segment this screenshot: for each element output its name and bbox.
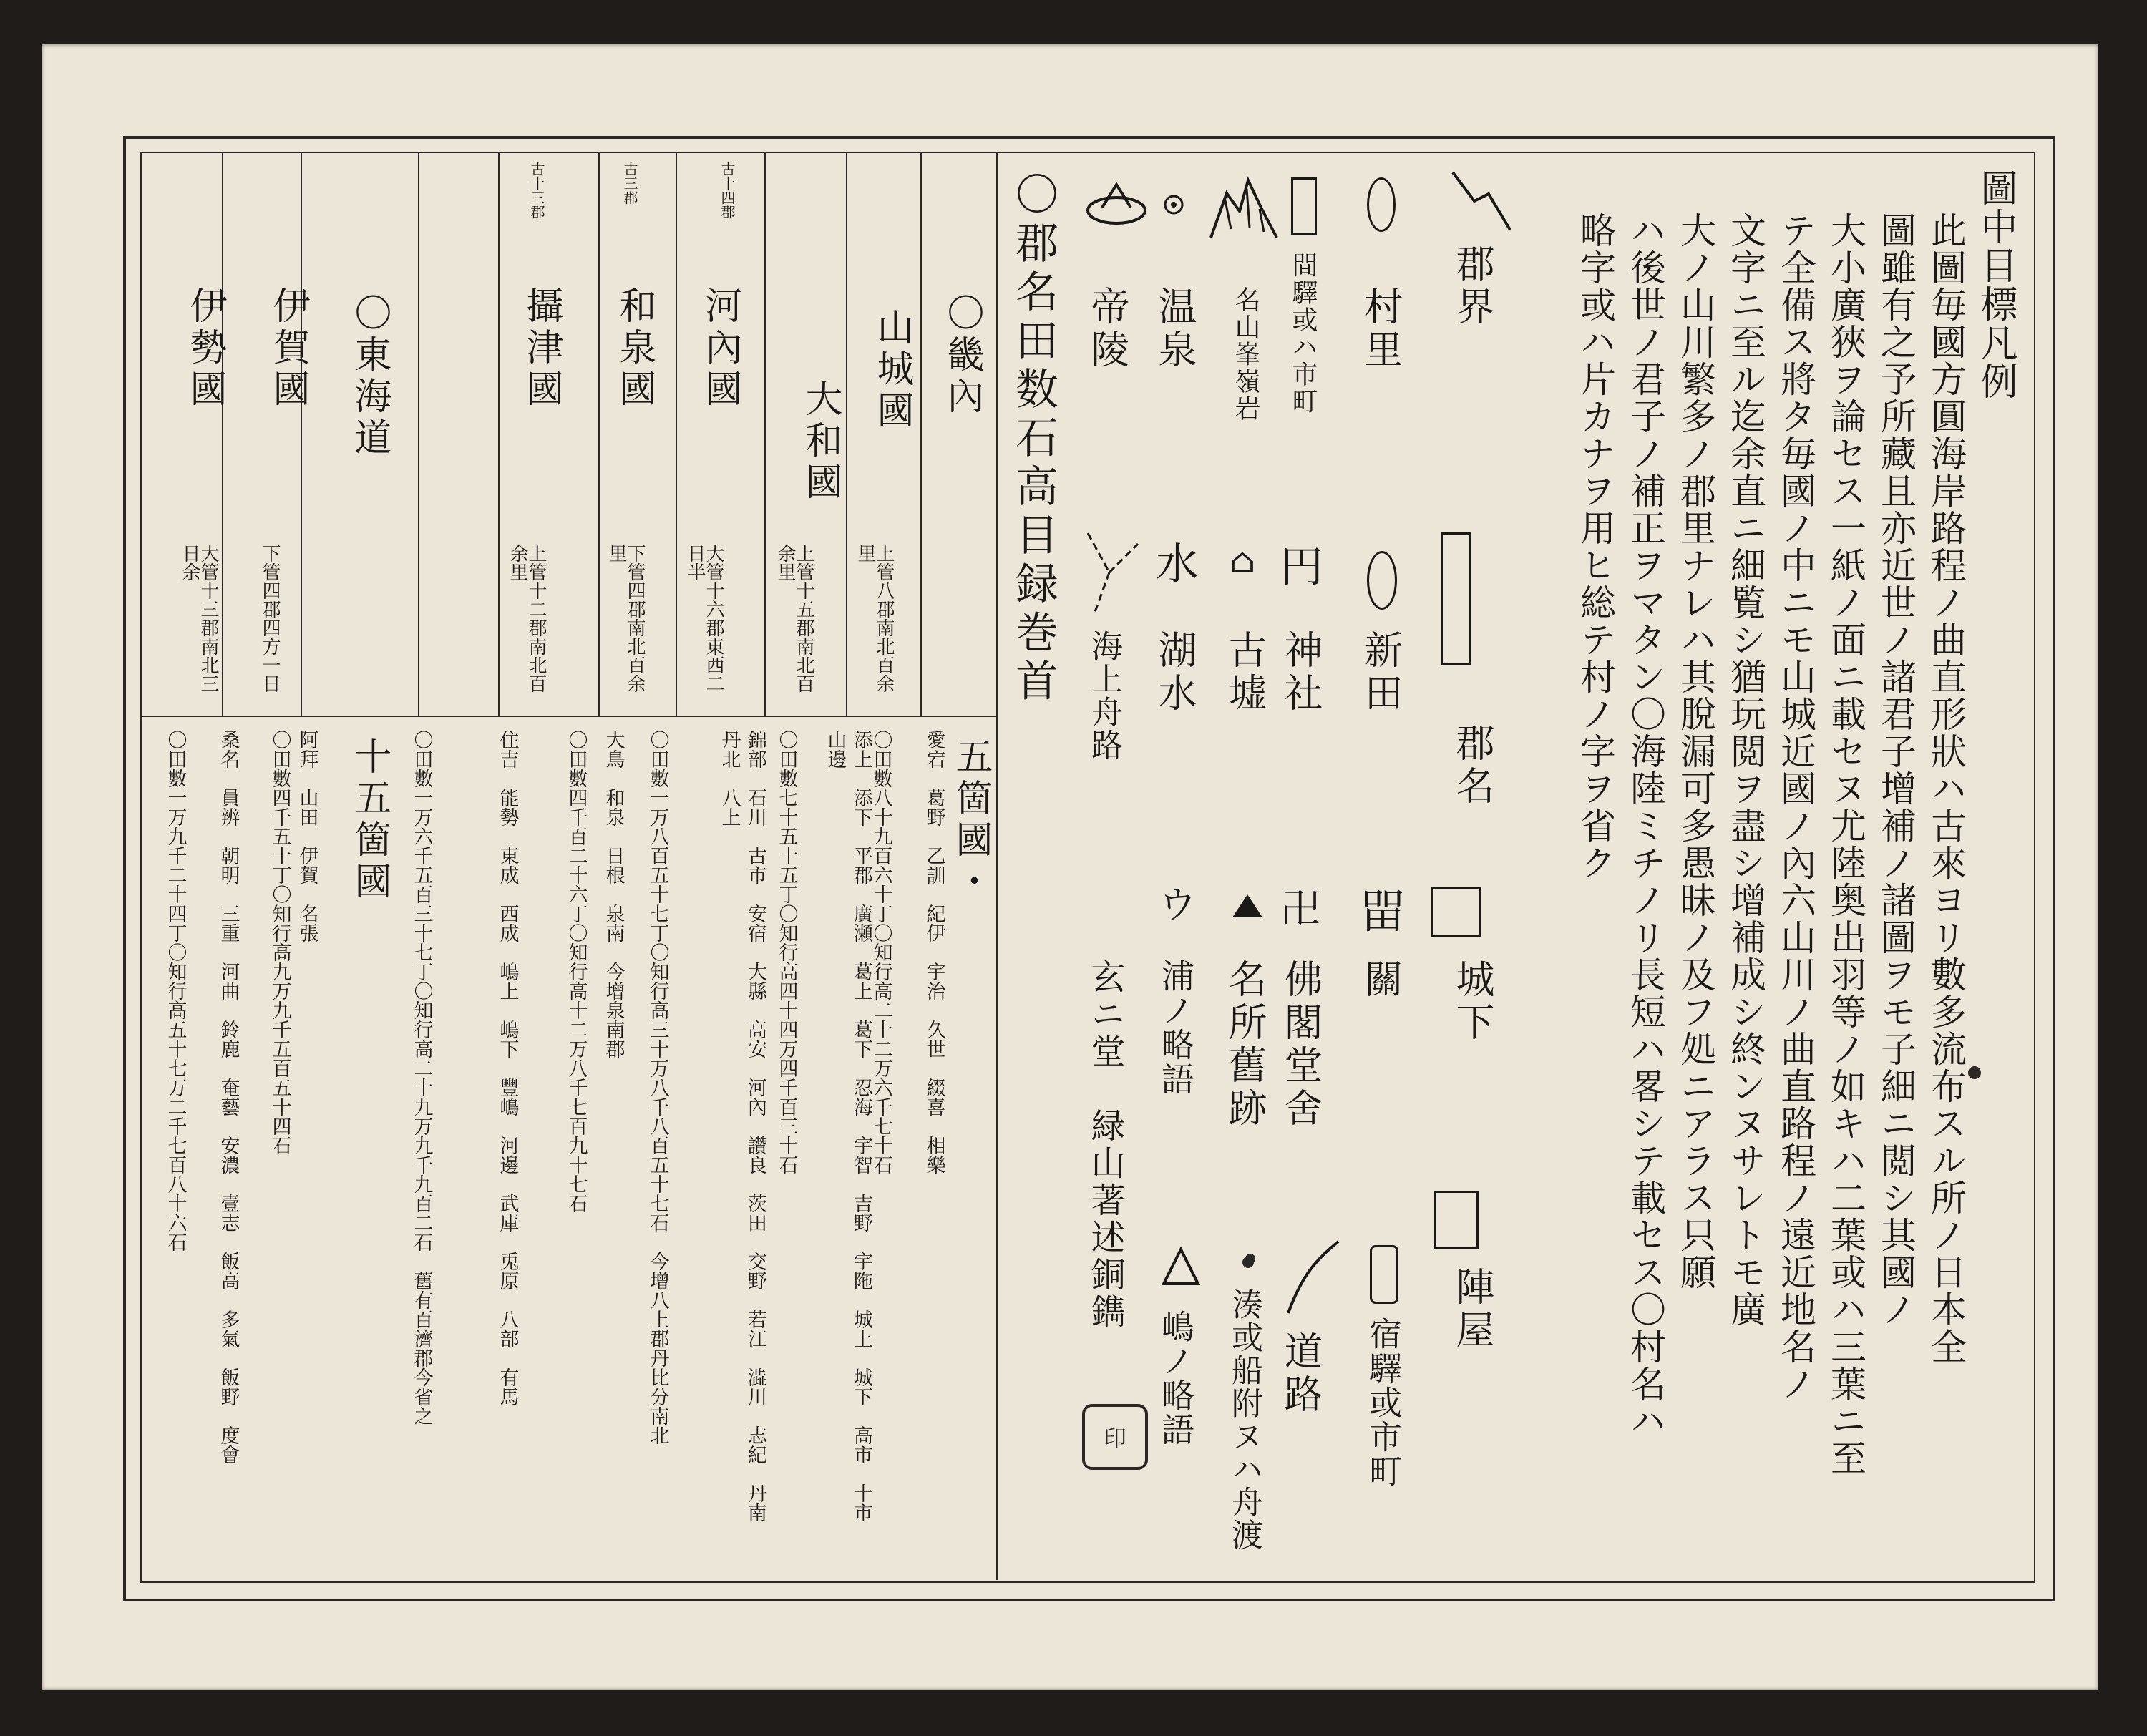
legend-imperial-tomb: 帝陵: [1085, 286, 1130, 372]
legend-hot-spring: 温泉: [1152, 286, 1197, 372]
legend-interval-station: 間驛或ハ市町: [1288, 252, 1318, 415]
intro-line: 略字或ハ片カナヲ用ヒ総テ村ノ字ヲ省ク: [1574, 212, 1616, 882]
castle-town-icon: [1431, 887, 1481, 937]
region-kinai: 〇畿內: [940, 293, 983, 418]
province-name-kawachi: 河內國: [698, 286, 741, 411]
province-old-settsu: 古十三郡: [528, 162, 545, 219]
legend-new-field: 新田: [1358, 630, 1403, 716]
intro-line: テ全備ス將タ毎國ノ中ニモ山城近國ノ內六山川ノ曲直路程ノ遠近地名ノ: [1775, 212, 1816, 1403]
intro-line: ハ後世ノ君子ノ補正ヲマタン〇海陸ミチノリ長短ハ畧シテ載セス〇村名ハ: [1625, 212, 1666, 1440]
village-icon: [1367, 177, 1396, 232]
province-name-settsu: 攝津國: [520, 286, 563, 411]
legend-village: 村里: [1358, 286, 1403, 372]
legend-ruins: 古墟: [1222, 630, 1267, 716]
yield-izumi: 〇田數四千百二十六丁〇知行高十二万八千七百九十七石: [565, 730, 588, 1213]
temple-icon: 卍: [1274, 887, 1320, 932]
districts-yamato: 添上 添下 平郡 廣瀬 葛上 葛下 忍海 宇智 吉野 宇陁 城上 城下 高市 十市 山邊: [824, 730, 872, 1541]
region-tokaido: 〇東海道: [348, 293, 391, 459]
yield-settsu: 〇田數一万六千五百三十七丁〇知行高二十九万九千九百二石 舊有百濟郡今省之: [410, 730, 433, 1425]
legend-district-boundary: 郡界: [1450, 243, 1495, 329]
triangle-icon: [1230, 892, 1265, 920]
legend-lake: 湖水: [1152, 630, 1197, 716]
ink-speck: [1245, 1254, 1255, 1264]
column-divider: [301, 152, 302, 717]
publisher-seal: 印: [1082, 1404, 1148, 1470]
post-town-icon: [1370, 1245, 1398, 1304]
district-boundary-icon: [1446, 169, 1517, 233]
sea-route-icon: [1081, 530, 1145, 615]
barrier-icon: 㽞: [1352, 887, 1405, 937]
intro-line: 大ノ山川繁多ノ郡里ナレハ其脫漏可多愚昧ノ及フ処ニアラス只願: [1675, 212, 1716, 1291]
column-divider: [764, 152, 766, 717]
province-old-kawachi: 古十四郡: [719, 162, 736, 219]
yield-yamato: 〇田數七十五十五丁〇知行高四十四万四千百三十石: [775, 730, 798, 1174]
legend-temple: 佛閣堂舍: [1278, 959, 1323, 1131]
province-name-yamato: 大和國: [799, 379, 842, 504]
districts-settsu: 住吉 能勢 東成 西成 嶋上 嶋下 豐嶋 河邊 武庫 兎原 八部 有馬: [496, 730, 519, 1406]
jinya-icon: [1434, 1191, 1479, 1249]
legend-post-town: 宿驛或市町: [1364, 1317, 1403, 1488]
ink-speck: [1968, 1066, 1981, 1079]
column-divider: [996, 152, 998, 1580]
districts-kawachi: 錦部 石川 古市 安宿 大縣 高安 河內 讚良 茨田 交野 若江 澁川 志紀 丹南 丹北 八上: [718, 730, 766, 1541]
intro-line: 文字ニ至ル迄余直ニ細覧シ猶玩閲ヲ盡シ增補成シ終ンヌサレトモ廣: [1725, 212, 1766, 1328]
yield-ise: 〇田數一万九千二十四丁〇知行高五十七万二千七百八十六石: [164, 730, 187, 1252]
legend-sea-route: 海上舟路: [1086, 630, 1122, 761]
intro-heading: 圖中目標凡例: [1974, 169, 2017, 401]
island-icon: [1159, 1245, 1202, 1288]
road-icon: [1281, 1238, 1345, 1317]
column-divider: [222, 152, 223, 717]
legend-castle-town: 城下: [1450, 959, 1495, 1045]
province-note-settsu: 上管十二郡南北百余里: [507, 544, 547, 693]
legend-shrine: 神社: [1278, 630, 1323, 716]
province-name-yamashiro: 山城國: [870, 308, 913, 432]
column-divider: [418, 152, 419, 717]
column-divider: [920, 152, 922, 717]
region-kinai-count: 五箇國・: [949, 737, 992, 903]
province-name-izumi: 和泉國: [613, 286, 656, 411]
post-station-icon: [1159, 190, 1188, 219]
column-divider: [676, 152, 677, 717]
region-tokaido-count: 十五箇國: [348, 737, 391, 903]
legend-port: 湊或船附ヌハ舟渡: [1226, 1288, 1262, 1551]
province-note-iga: 下管四郡四方一日: [259, 544, 281, 693]
intro-line: 此圖毎國方圓海岸路程ノ曲直形狀ハ古來ヨリ數多流布スル所ノ日本全: [1925, 212, 1967, 1365]
district-name-icon: [1291, 177, 1317, 235]
intro-line: 圖雖有之予所藏且亦近世ノ諸君子增補ノ諸圖ヲモ子細ニ閲シ其國ノ: [1875, 212, 1917, 1328]
legend-mountain: 名山峯嶺岩: [1231, 286, 1260, 422]
yield-iga: 〇田數四千五十丁〇知行高九万九千五百五十四石: [268, 730, 291, 1155]
column-divider: [598, 152, 600, 717]
ruins-icon: ⌂: [1222, 541, 1262, 585]
province-name-ise: 伊勢國: [183, 286, 226, 411]
new-field-icon: [1367, 551, 1397, 610]
legend-district-name: 郡名: [1450, 723, 1495, 809]
districts-iga: 阿拜 山田 伊賀 名張: [296, 730, 318, 942]
row-divider: [140, 716, 996, 717]
province-note-kawachi: 大管十六郡東西二日半: [684, 544, 724, 693]
imperial-tomb-icon: [1081, 170, 1152, 228]
districts-yamashiro: 愛宕 葛野 乙訓 紀伊 宇治 久世 綴喜 相樂: [922, 730, 945, 1174]
district-symbol-box: [1441, 532, 1471, 665]
publisher-credit: 玄ニ堂 緑山著述銅鐫: [1085, 959, 1125, 1331]
catalog-title: 〇郡名田数石高目録巻首: [1008, 172, 1058, 707]
mountain-icon: [1205, 172, 1284, 243]
province-note-izumi: 下管四郡南北百余里: [605, 544, 646, 693]
districts-ise: 桑名 員辨 朝明 三重 河曲 鈴鹿 奄藝 安濃 壹志 飯高 多氣 飯野 度會: [217, 730, 240, 1464]
intro-line: 大小廣狹ヲ論セス一紙ノ面ニ載セヌ尤陸奥出羽等ノ如キハ二葉或ハ三葉ニ至: [1825, 212, 1866, 1477]
districts-izumi: 大鳥 和泉 日根 泉南 今增泉南郡: [602, 730, 625, 1058]
column-divider: [846, 152, 847, 717]
province-old-izumi: 古三郡: [621, 162, 638, 205]
province-note-yamato: 上管十五郡南北百余里: [774, 544, 814, 693]
legend-island: 嶋ノ略語: [1157, 1310, 1195, 1447]
yield-yamashiro: 〇田數八十九百六十丁〇知行高二十二万六千七十石: [870, 730, 892, 1174]
legend-bay: 浦ノ略語: [1157, 959, 1195, 1096]
legend-road: 道路: [1278, 1331, 1323, 1417]
legend-jinya: 陣屋: [1450, 1267, 1495, 1352]
province-note-ise: 大管十三郡南北三日余: [179, 544, 219, 693]
lake-icon: 水: [1149, 541, 1199, 588]
province-note-yamashiro: 上管八郡南北百余里: [855, 544, 895, 693]
yield-kawachi: 〇田數一万八百五十七丁〇知行高三十万八千八百五十七石 今增八上郡丹比分南北: [646, 730, 669, 1445]
column-divider: [498, 152, 500, 717]
legend-historic-site: 名所舊跡: [1222, 959, 1267, 1131]
province-name-iga: 伊賀國: [266, 286, 309, 411]
bay-icon: ウ: [1152, 884, 1197, 927]
legend-barrier: 關: [1358, 959, 1403, 1002]
shrine-icon: 円: [1273, 544, 1323, 591]
